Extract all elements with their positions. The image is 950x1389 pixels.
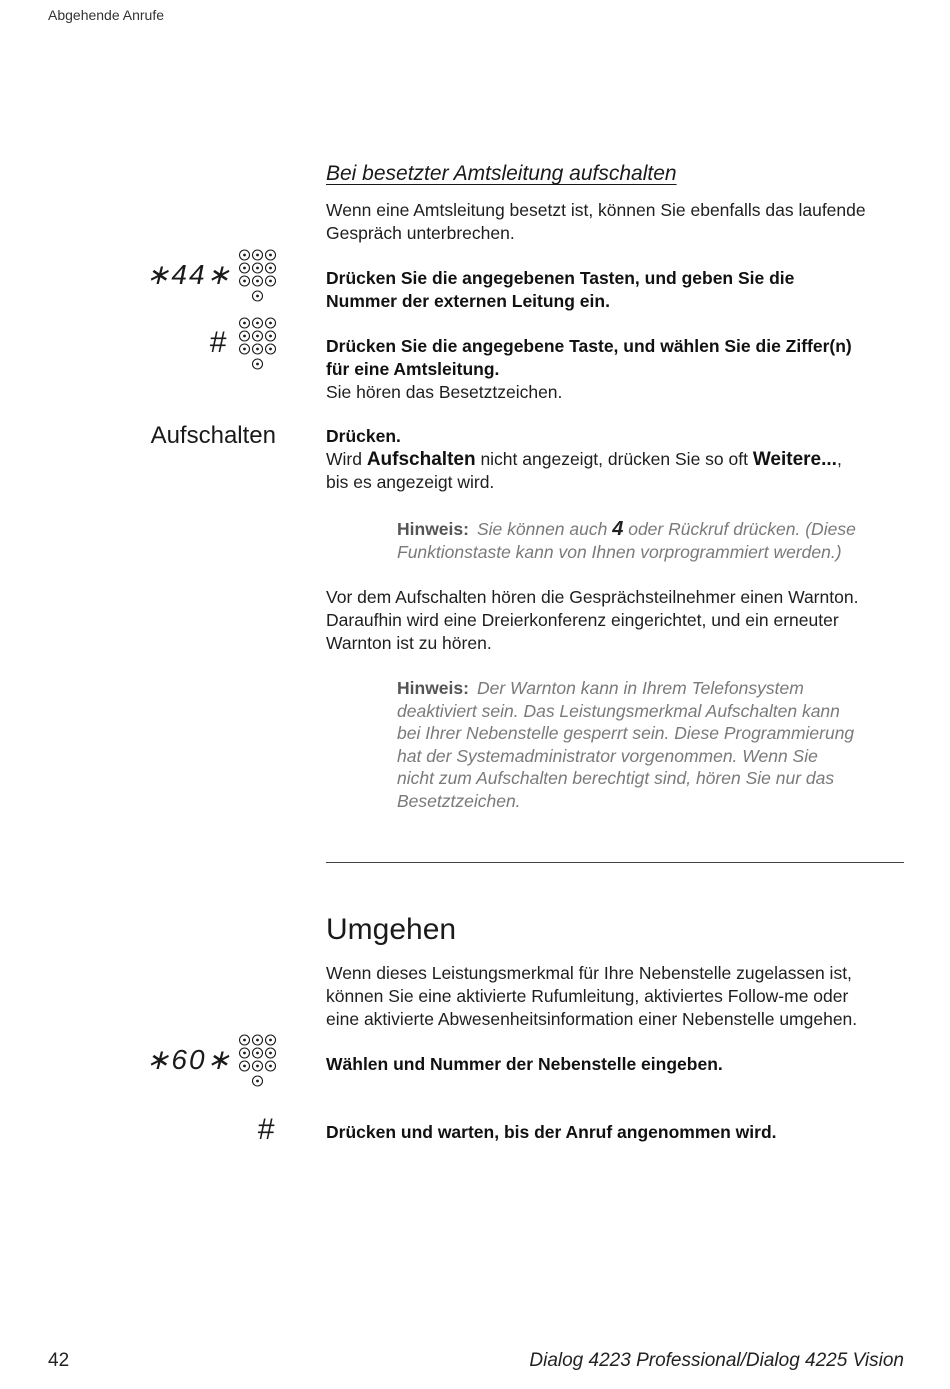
text-line: für eine Amtsleitung. <box>326 359 500 379</box>
text-run: , <box>836 449 842 469</box>
keypad-icon <box>239 317 279 373</box>
text-line: Drücken Sie die angegebene Taste, und wählen Sie die Ziffer(n) <box>326 336 852 356</box>
keypad-icon <box>239 249 279 305</box>
text-line: nicht zum Aufschalten berechtigt sind, hören Sie nur das <box>397 768 835 789</box>
step-instruction <box>326 335 852 404</box>
text-line: Wählen und Nummer der Nebenstelle eingeben. <box>326 1054 723 1074</box>
note-box <box>397 677 854 813</box>
hash-key: # <box>257 1113 274 1146</box>
text-run: Der Warnton kann in Ihrem Telefonsystem <box>476 678 804 698</box>
text-line: Vor dem Aufschalten hören die Gesprächsteilnehmer einen Warnton. <box>326 587 859 607</box>
text-line: Gespräch unterbrechen. <box>326 223 515 243</box>
softkey-name: Weitere... <box>752 449 837 470</box>
text-line: bei Ihrer Nebenstelle gesperrt sein. Diese Programmierung <box>397 723 855 744</box>
key-digit: 4 <box>612 518 624 540</box>
step-instruction <box>326 425 842 494</box>
text-line: Drücken. <box>326 426 401 446</box>
intro-paragraph <box>326 199 866 245</box>
text-line: Warnton ist zu hören. <box>326 633 492 653</box>
page-number: 42 <box>48 1350 70 1371</box>
text-line: Funktionstaste kann von Ihnen vorprogrammiert werden.) <box>397 541 842 562</box>
explanation-paragraph <box>326 586 858 655</box>
text-line: Drücken und warten, bis der Anruf angenommen wird. <box>326 1122 777 1142</box>
text-line: Nummer der externen Leitung ein. <box>326 291 610 311</box>
section-divider <box>326 862 904 863</box>
text-line <box>397 518 856 541</box>
text-line: Wenn dieses Leistungsmerkmal für Ihre Nebenstelle zugelassen ist, <box>326 963 852 983</box>
step-result: Sie hören das Besetztzeichen. <box>326 382 563 402</box>
note-label: Hinweis: <box>397 519 469 539</box>
text-line: Daraufhin wird eine Dreierkonferenz eingerichtet, und ein erneuter <box>326 610 839 630</box>
keypad-icon <box>239 1034 279 1090</box>
softkey-name: Aufschalten <box>366 449 476 470</box>
text-line: bis es angezeigt wird. <box>326 472 495 492</box>
text-line: hat der Systemadministrator vorgenommen. Wenn Sie <box>397 745 818 766</box>
hash-key: # <box>209 326 226 359</box>
note-label: Hinweis: <box>397 678 469 698</box>
section-heading-aufschalten: Bei besetzter Amtsleitung aufschalten <box>326 162 677 185</box>
text-run: Wird <box>326 449 367 469</box>
intro-paragraph <box>326 962 857 1031</box>
section-heading-umgehen: Umgehen <box>326 913 457 946</box>
text-run: oder Rückruf drücken. (Diese <box>623 519 856 539</box>
text-line: Drücken Sie die angegebenen Tasten, und geben Sie die <box>326 268 795 288</box>
text-line: Wenn eine Amtsleitung besetzt ist, können Sie ebenfalls das laufende <box>326 200 866 220</box>
key-sequence-60: ∗60∗ <box>145 1044 232 1075</box>
text-line: Besetztzeichen. <box>397 790 521 811</box>
text-line: deaktiviert sein. Das Leistungsmerkmal Aufschalten kann <box>397 700 840 721</box>
note-box <box>397 518 856 563</box>
key-sequence-44: ∗44∗ <box>145 259 232 290</box>
text-line <box>326 448 842 471</box>
text-line: können Sie eine aktivierte Rufumleitung, aktiviertes Follow-me oder <box>326 986 849 1006</box>
product-name: Dialog 4223 Professional/Dialog 4225 Vision <box>529 1350 904 1371</box>
text-line <box>397 677 854 700</box>
running-title: Abgehende Anrufe <box>48 7 164 23</box>
step-instruction <box>326 1053 723 1076</box>
step-instruction <box>326 1121 777 1144</box>
text-line: eine aktivierte Abwesenheitsinformation einer Nebenstelle umgehen. <box>326 1009 858 1029</box>
text-run: nicht angezeigt, drücken Sie so oft <box>475 449 753 469</box>
step-instruction <box>326 267 794 313</box>
text-run: Sie können auch <box>476 519 613 539</box>
softkey-label-aufschalten: Aufschalten <box>150 422 276 449</box>
